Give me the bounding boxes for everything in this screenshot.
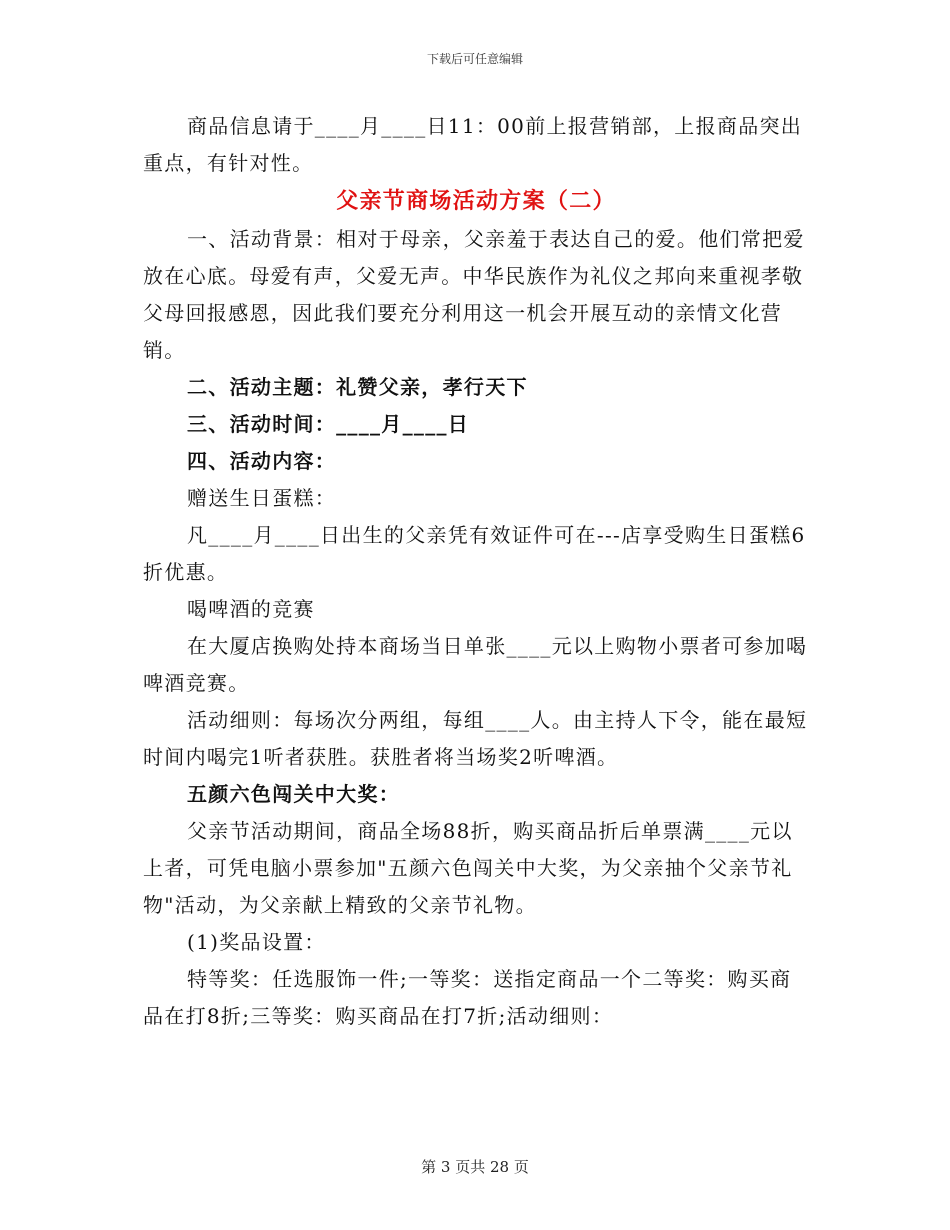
time-heading: 三、活动时间：____月____日 — [187, 412, 470, 436]
prize-levels-paragraph: 特等奖：任选服饰一件;一等奖：送指定商品一个二等奖：购买商品在打8折;三等奖：购买商品在打7折;活动细则： — [143, 967, 792, 1028]
page-header: 下载后可任意编辑 — [426, 52, 523, 66]
cake-paragraph: 凡____月____日出生的父亲凭有效证件可在---店享受购生日蛋糕6折优惠。 — [143, 523, 806, 584]
prize-setting-heading: (1)奖品设置： — [187, 930, 326, 954]
prize-paragraph: 父亲节活动期间，商品全场88折，购买商品折后单票满____元以上者，可凭电脑小票参加"五颜六色闯关中大奖，为父亲抽个父亲节礼物"活动，为父亲献上精致的父亲节礼物。 — [143, 819, 793, 917]
intro-paragraph: 商品信息请于____月____日11：00前上报营销部，上报商品突出重点，有针对性。 — [143, 114, 803, 175]
background-paragraph: 一、活动背景：相对于母亲，父亲羞于表达自己的爱。他们常把爱放在心底。母爱有声，父爱无声。中华民族作为礼仪之邦向来重视孝敬父母回报感恩，因此我们要充分利用这一机会开展互动的亲情文化营销。 — [143, 227, 805, 362]
beer-heading: 喝啤酒的竞赛 — [187, 597, 315, 621]
section-title: 父亲节商场活动方案（二） — [336, 188, 616, 214]
content-heading: 四、活动内容： — [187, 449, 337, 473]
page-footer: 第 3 页共 28 页 — [421, 1158, 529, 1176]
beer-paragraph: 在大厦店换购处持本商场当日单张____元以上购物小票者可参加喝啤酒竞赛。 — [143, 634, 808, 695]
beer-rules-paragraph: 活动细则：每场次分两组，每组____人。由主持人下令，能在最短时间内喝完1听者获胜。获胜者将当场奖2听啤酒。 — [143, 708, 808, 769]
theme-heading: 二、活动主题：礼赞父亲，孝行天下 — [187, 375, 528, 399]
prize-heading: 五颜六色闯关中大奖： — [187, 782, 400, 806]
cake-heading: 赠送生日蛋糕： — [187, 486, 337, 510]
document-body — [143, 108, 809, 1035]
